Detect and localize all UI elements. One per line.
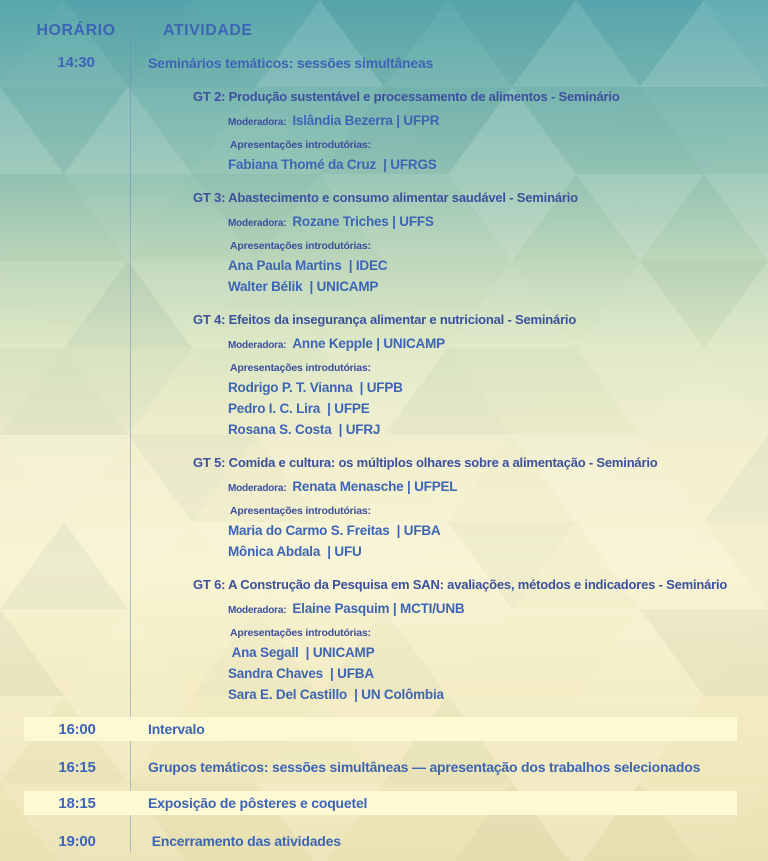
row-title: Exposição de pôsteres e coquetel [148,794,368,811]
gt-block [148,189,768,295]
moderator-name: Islândia Bezerra | UFPR [292,113,440,128]
row-time: 19:00 [58,832,96,850]
row-title: Intervalo [148,720,205,737]
gt-heading: GT 5: Comida e cultura: os múltiplos olhares sobre a alimentação - Seminário [193,455,658,470]
presenter-name: Fabiana Thomé da Cruz | UFRGS [228,157,437,172]
row-time: 16:00 [58,720,96,738]
header-atividade: ATIVIDADE [163,22,253,39]
moderator-label: Moderadora: [228,483,287,494]
presenter-name: Ana Segall | UNICAMP [228,645,375,660]
header-horario: HORÁRIO [36,22,116,39]
gt-heading: GT 4: Efeitos da insegurança alimentar e nutricional - Seminário [193,312,577,327]
row-time: 18:15 [58,794,96,812]
session-row [0,54,768,703]
moderator-label: Moderadora: [228,340,287,351]
schedule-row [24,755,737,779]
presentations-label: Apresentações introdutórias: [230,362,371,374]
gt-heading: GT 3: Abastecimento e consumo alimentar saudável - Seminário [193,190,578,205]
moderator-line [148,478,768,498]
schedule-row [24,829,737,853]
moderator-name: Renata Menasche | UFPEL [292,479,458,494]
presenter-name: Walter Bélik | UNICAMP [228,279,379,294]
moderator-line [148,112,768,132]
moderator-line [148,213,768,233]
moderator-label: Moderadora: [228,218,287,229]
moderator-name: Rozane Triches | UFFS [292,214,434,229]
moderator-label: Moderadora: [228,605,287,616]
presenter-name: Pedro I. C. Lira | UFPE [228,401,370,416]
presenter-name: Rosana S. Costa | UFRJ [228,422,381,437]
moderator-line [148,335,768,355]
presenter-name: Rodrigo P. T. Vianna | UFPB [228,380,403,395]
presentations-label: Apresentações introdutórias: [230,240,371,252]
presentations-label: Apresentações introdutórias: [230,139,371,151]
session-title: Seminários temáticos: sessões simultâneas [148,55,434,71]
session-body [130,54,768,703]
schedule-row-highlighted [24,791,737,815]
row-title: Encerramento das atividades [148,832,341,849]
session-time: 14:30 [57,54,95,71]
moderator-line [148,600,768,620]
moderator-label: Moderadora: [228,117,287,128]
presenter-name: Maria do Carmo S. Freitas | UFBA [228,523,441,538]
presenter-name: Sandra Chaves | UFBA [228,666,374,681]
presenter-name: Mônica Abdala | UFU [228,544,362,559]
gt-heading: GT 2: Produção sustentável e processamento de alimentos - Seminário [193,89,620,104]
schedule-rows [0,54,768,853]
moderator-name: Anne Kepple | UNICAMP [292,336,445,351]
moderator-name: Elaine Pasquim | MCTI/UNB [292,601,465,616]
schedule-row-highlighted [24,717,737,741]
row-time: 16:15 [58,758,96,776]
presentations-label: Apresentações introdutórias: [230,505,371,517]
gt-block [148,454,768,560]
gt-block [148,576,768,703]
gt-heading: GT 6: A Construção da Pesquisa em SAN: avaliações, métodos e indicadores - Seminário [193,577,728,592]
presenter-name: Ana Paula Martins | IDEC [228,258,388,273]
presentations-label: Apresentações introdutórias: [230,627,371,639]
gt-block [148,88,768,173]
presenter-name: Sara E. Del Castillo | UN Colômbia [228,687,444,702]
row-title: Grupos temáticos: sessões simultâneas — apresentação dos trabalhos selecionados [148,758,701,775]
gt-block [148,311,768,438]
table-header [0,0,768,40]
